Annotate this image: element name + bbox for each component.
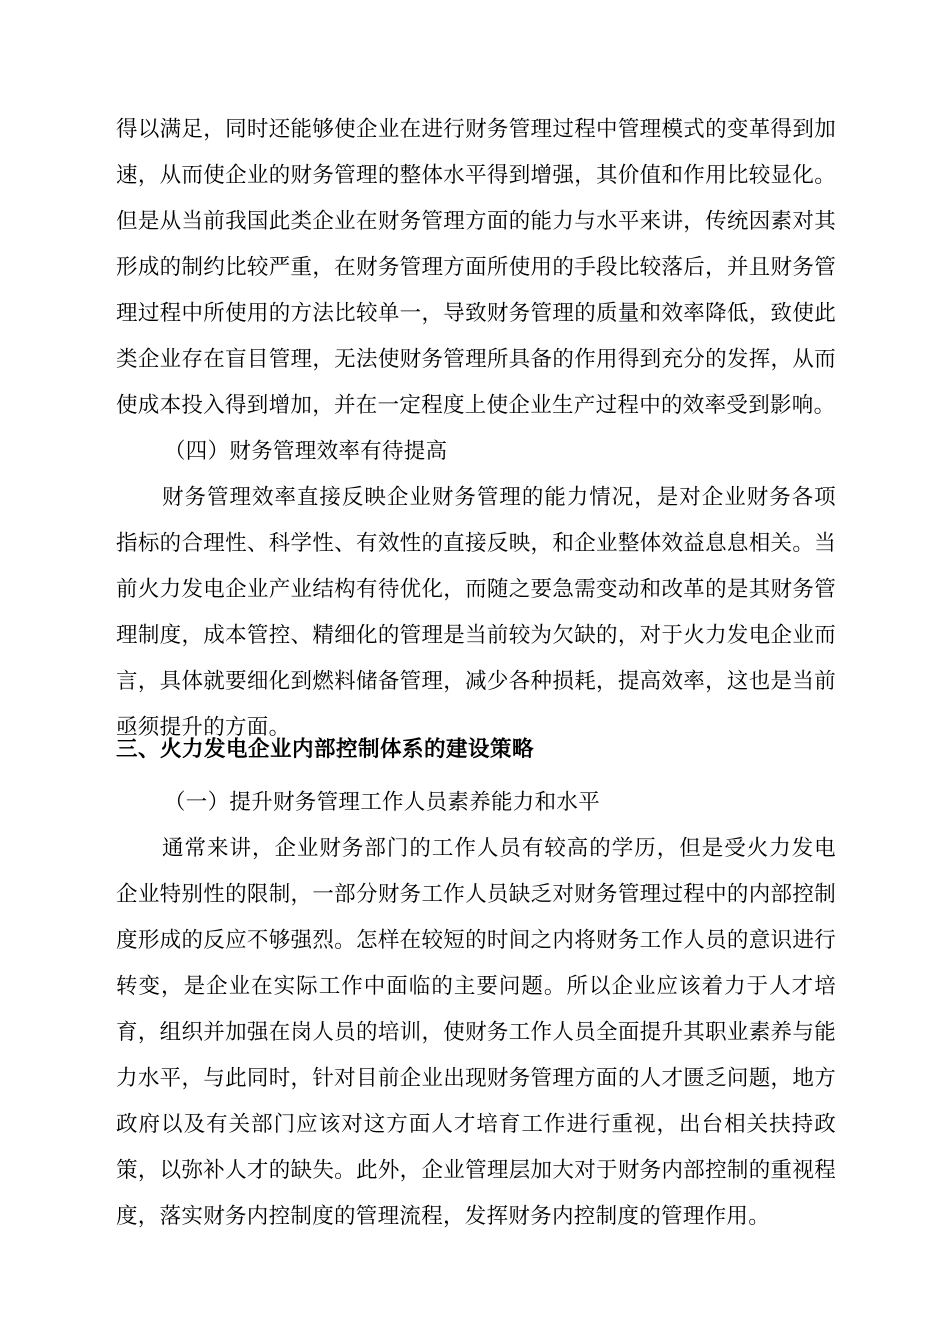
section-subheading: （四）财务管理效率有待提高: [164, 439, 448, 464]
paragraph-efficiency: [116, 475, 836, 751]
body-paragraph: 得以满足，同时还能够使企业在进行财务管理过程中管理模式的变革得到加速，从而使企业的财务管理的整体水平得到增强，其价值和作用比较显化。但是从当前我国此类企业在财务管理方面的能力与水平来讲，传统因素对其形成的制约比较严重，在财务管理方面所使用的手段比较落后，并且财务管理过程中所使用的方法比较单一，导致财务管理的质量和效率降低，致使此类企业存在盲目管理，无法使财务管理所具备的作用得到充分的发挥，从而使成本投入得到增加，并在一定程度上使企业生产过程中的效率受到影响。: [116, 117, 836, 418]
body-paragraph: 财务管理效率直接反映企业财务管理的能力情况，是对企业财务各项指标的合理性、科学性、有效性的直接反映，和企业整体效益息息相关。当前火力发电企业产业结构有待优化，而随之要急需变动和改革的是其财务管理制度，成本管控、精细化的管理是当前较为欠缺的，对于火力发电企业而言，具体就要细化到燃料储备管理，减少各种损耗，提高效率，这也是当前亟须提升的方面。: [116, 485, 836, 740]
section-subheading: （一）提升财务管理工作人员素养能力和水平: [164, 790, 601, 815]
body-paragraph: 通常来讲，企业财务部门的工作人员有较高的学历，但是受火力发电企业特别性的限制，一部分财务工作人员缺乏对财务管理过程中的内部控制度形成的反应不够强烈。怎样在较短的时间之内将财务工作人员的意识进行转变，是企业在实际工作中面临的主要问题。所以企业应该着力于人才培育，组织并加强在岗人员的培训，使财务工作人员全面提升其职业素养与能力水平，与此同时，针对目前企业出现财务管理方面的人才匮乏问题，地方政府以及有关部门应该对这方面人才培育工作进行重视，出台相关扶持政策，以弥补人才的缺失。此外，企业管理层加大对于财务内部控制的重视程度，落实财务内控制度的管理流程，发挥财务内控制度的管理作用。: [116, 836, 836, 1229]
section-heading-block: [116, 727, 836, 773]
section-heading: 三、火力发电企业内部控制体系的建设策略: [116, 737, 535, 762]
subheading-efficiency: [116, 429, 836, 475]
paragraph-staff: [116, 826, 836, 1240]
paragraph-continued: [116, 107, 836, 429]
subheading-staff: [116, 780, 836, 826]
